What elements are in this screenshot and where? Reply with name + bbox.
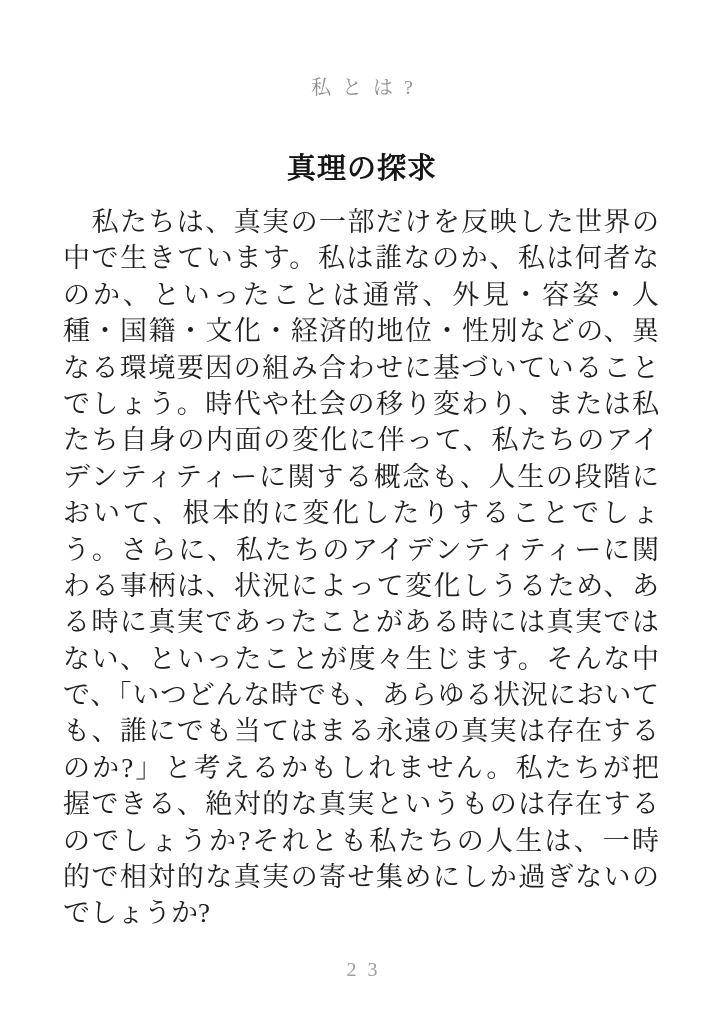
text-line: 私たちは、真実の一部だけを反映した世界の <box>63 207 659 237</box>
text-line: デンティティーに関する概念も、人生の段階に <box>63 461 659 492</box>
text-line: 的で相対的な真実の寄せ集めにしか過ぎないの <box>63 862 659 893</box>
body-text <box>63 204 659 932</box>
chapter-title: 真理の探求 <box>286 153 437 185</box>
text-line: う。さらに、私たちのアイデンティティーに関 <box>63 534 659 565</box>
text-line: 中で生きています。私は誰なのか、私は何者な <box>63 243 659 274</box>
text-line: る時に真実であったことがある時には真実では <box>63 607 659 638</box>
text-line: たち自身の内面の変化に伴って、私たちのアイ <box>63 425 659 456</box>
page-number: 23 <box>346 959 389 981</box>
text-line: で、「いつどんな時でも、あらゆる状況において <box>63 680 659 711</box>
text-line: おいて、根本的に変化したりすることでしょ <box>63 498 659 529</box>
text-line: わる事柄は、状況によって変化しうるため、あ <box>63 570 659 601</box>
running-header: 私とは? <box>311 77 424 99</box>
text-line: のか?」と考えるかもしれません。私たちが把 <box>63 752 659 783</box>
text-line: 種・国籍・文化・経済的地位・性別などの、異 <box>63 316 659 347</box>
text-line: でしょう。時代や社会の移り変わり、または私 <box>63 388 659 419</box>
text-line: 握できる、絶対的な真実というものは存在する <box>63 789 659 820</box>
text-line: のでしょうか?それとも私たちの人生は、一時 <box>63 825 659 856</box>
text-line: も、誰にでも当てはまる永遠の真実は存在する <box>63 716 659 747</box>
text-line: でしょうか? <box>63 898 210 929</box>
text-line: なる環境要因の組み合わせに基づいていること <box>63 352 659 383</box>
text-line: のか、といったことは通常、外見・容姿・人 <box>63 279 659 310</box>
text-line: ない、といったことが度々生じます。そんな中 <box>63 643 659 674</box>
